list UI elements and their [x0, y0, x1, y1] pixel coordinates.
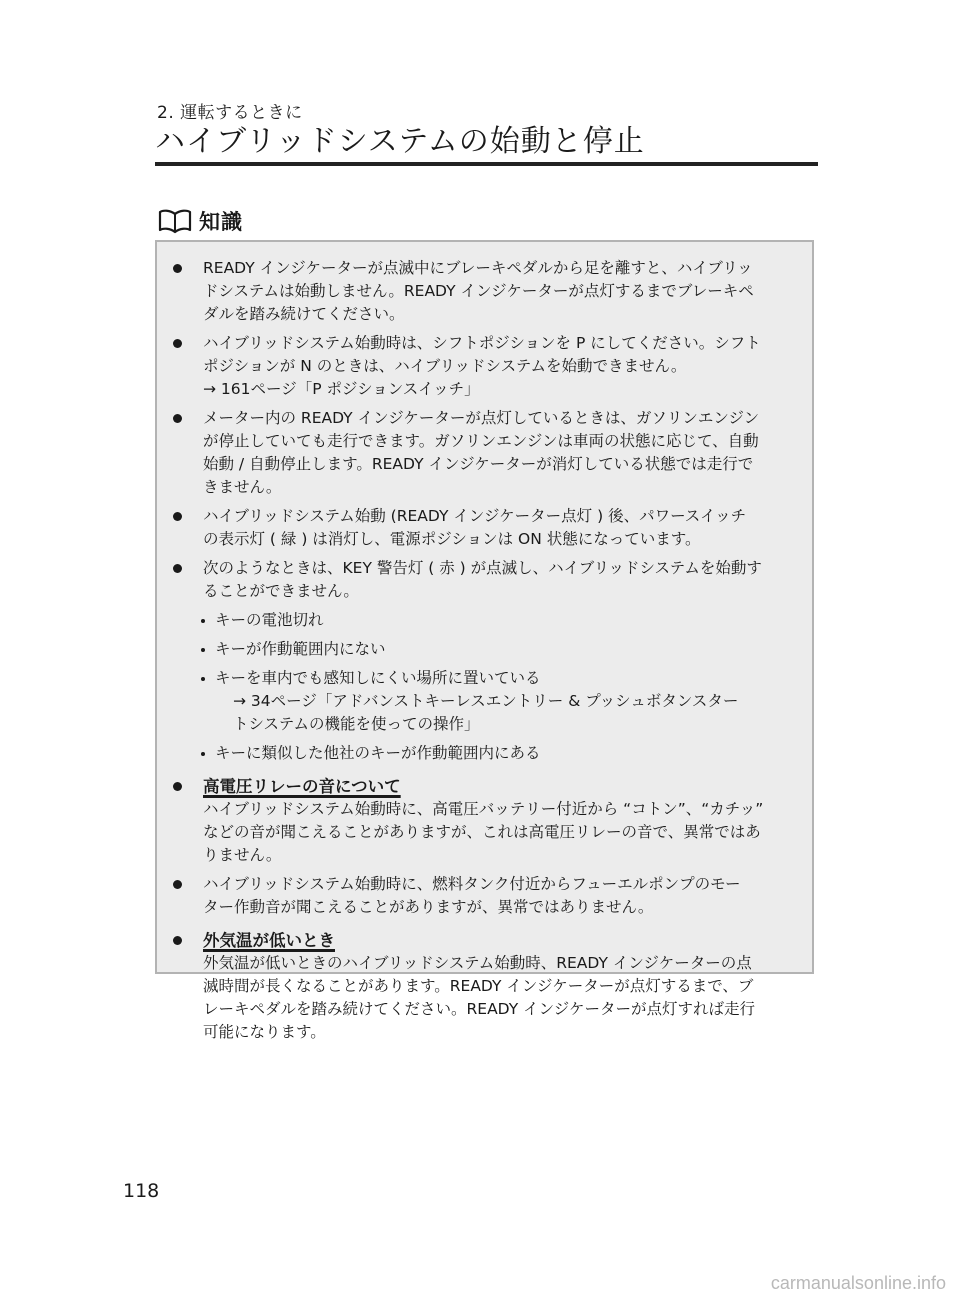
- bullet-icon: [173, 936, 182, 945]
- item-line: ハイブリッドシステム始動時に、高電圧バッテリー付近から “コトン”、“カチッ”: [203, 800, 764, 818]
- list-item: [171, 332, 794, 401]
- watermark: carmanualsonline.info: [770, 1273, 946, 1293]
- bullet-icon: [173, 564, 182, 573]
- item-line: の表示灯 ( 緑 ) は消灯し、電源ポジションは ON 状態になっています。: [203, 530, 701, 548]
- item-line: ハイブリッドシステム始動時は、シフトポジションを P にしてください。シフト: [203, 334, 761, 352]
- bullet-icon: [173, 782, 182, 791]
- sub-item-text: キーが作動範囲内にない: [215, 640, 386, 658]
- sub-item-text: キーを車内でも感知しにくい場所に置いている: [215, 669, 541, 687]
- bullet-icon: [173, 880, 182, 889]
- bullet-icon: [173, 512, 182, 521]
- title-rule: [155, 162, 818, 166]
- item-line: などの音が聞こえることがありますが、これは高電圧リレーの音で、異常ではあ: [203, 823, 761, 841]
- list-item: [171, 873, 794, 919]
- item-line: READY インジケーターが点滅中にブレーキペダルから足を離すと、ハイブリッ: [203, 259, 753, 277]
- item-line: りません。: [203, 846, 282, 864]
- small-bullet-icon: [201, 648, 205, 652]
- item-line: が停止していても走行できます。ガソリンエンジンは車両の状態に応じて、自動: [203, 432, 759, 450]
- list-item: [171, 505, 794, 551]
- item-line: 次のようなときは、KEY 警告灯 ( 赤 ) が点滅し、ハイブリッドシステムを始動す: [203, 559, 762, 577]
- section-label: 2. 運転するときに: [157, 103, 303, 123]
- list-item: [171, 775, 794, 867]
- sub-list-item: [171, 609, 794, 632]
- sub-item-text: キーに類似した他社のキーが作動範囲内にある: [215, 744, 541, 762]
- item-line: 始動 / 自動停止します。READY インジケーターが消灯している状態では走行で: [203, 455, 754, 473]
- item-line: メーター内の READY インジケーターが点灯しているときは、ガソリンエンジン: [203, 409, 760, 427]
- item-line: レーキペダルを踏み続けてください。READY インジケーターが点灯すれば走行: [203, 1000, 755, 1018]
- page-reference: → 34ページ「アドバンストキーレスエントリー & プッシュボタンスター: [233, 692, 739, 710]
- item-line: 外気温が低いときのハイブリッドシステム始動時、READY インジケーターの点: [203, 954, 752, 972]
- item-line: 可能になります。: [203, 1023, 326, 1041]
- page-reference: → 161ページ「P ポジションスイッチ」: [203, 380, 480, 398]
- knowledge-label: 知識: [199, 210, 243, 234]
- item-line: ター作動音が聞こえることがありますが、異常ではありません。: [203, 898, 654, 916]
- sub-list-item: [171, 638, 794, 661]
- list-item: [171, 929, 794, 1044]
- open-book-icon: [157, 208, 193, 234]
- list-item: [171, 557, 794, 603]
- item-line: ポジションが N のときは、ハイブリッドシステムを始動できません。: [203, 357, 687, 375]
- sub-list-item: [171, 667, 794, 736]
- item-line: ハイブリッドシステム始動 (READY インジケーター点灯 ) 後、パワースイッチ: [203, 507, 747, 525]
- bullet-icon: [173, 264, 182, 273]
- page-reference: トシステムの機能を使っての操作」: [233, 715, 480, 733]
- small-bullet-icon: [201, 677, 205, 681]
- item-line: 滅時間が長くなることがあります。READY インジケーターが点灯するまで、ブ: [203, 977, 754, 995]
- item-line: ることができません。: [203, 582, 359, 600]
- item-line: きません。: [203, 478, 282, 496]
- item-line: ハイブリッドシステム始動時に、燃料タンク付近からフューエルポンプのモー: [203, 875, 741, 893]
- page-title: ハイブリッドシステムの始動と停止: [155, 124, 645, 159]
- small-bullet-icon: [201, 752, 205, 756]
- item-heading: 高電圧リレーの音について: [203, 777, 401, 796]
- list-item: [171, 407, 794, 499]
- page-number: 118: [123, 1180, 160, 1202]
- sub-item-text: キーの電池切れ: [215, 611, 324, 629]
- item-heading: 外気温が低いとき: [203, 931, 335, 950]
- knowledge-header: [157, 206, 243, 236]
- item-line: ドシステムは始動しません。READY インジケーターが点灯するまでブレーキペ: [203, 282, 754, 300]
- sub-list-item: [171, 742, 794, 765]
- bullet-icon: [173, 414, 182, 423]
- item-line: ダルを踏み続けてください。: [203, 305, 405, 323]
- list-item: [171, 257, 794, 326]
- bullet-icon: [173, 339, 182, 348]
- knowledge-box: [155, 240, 814, 1041]
- small-bullet-icon: [201, 619, 205, 623]
